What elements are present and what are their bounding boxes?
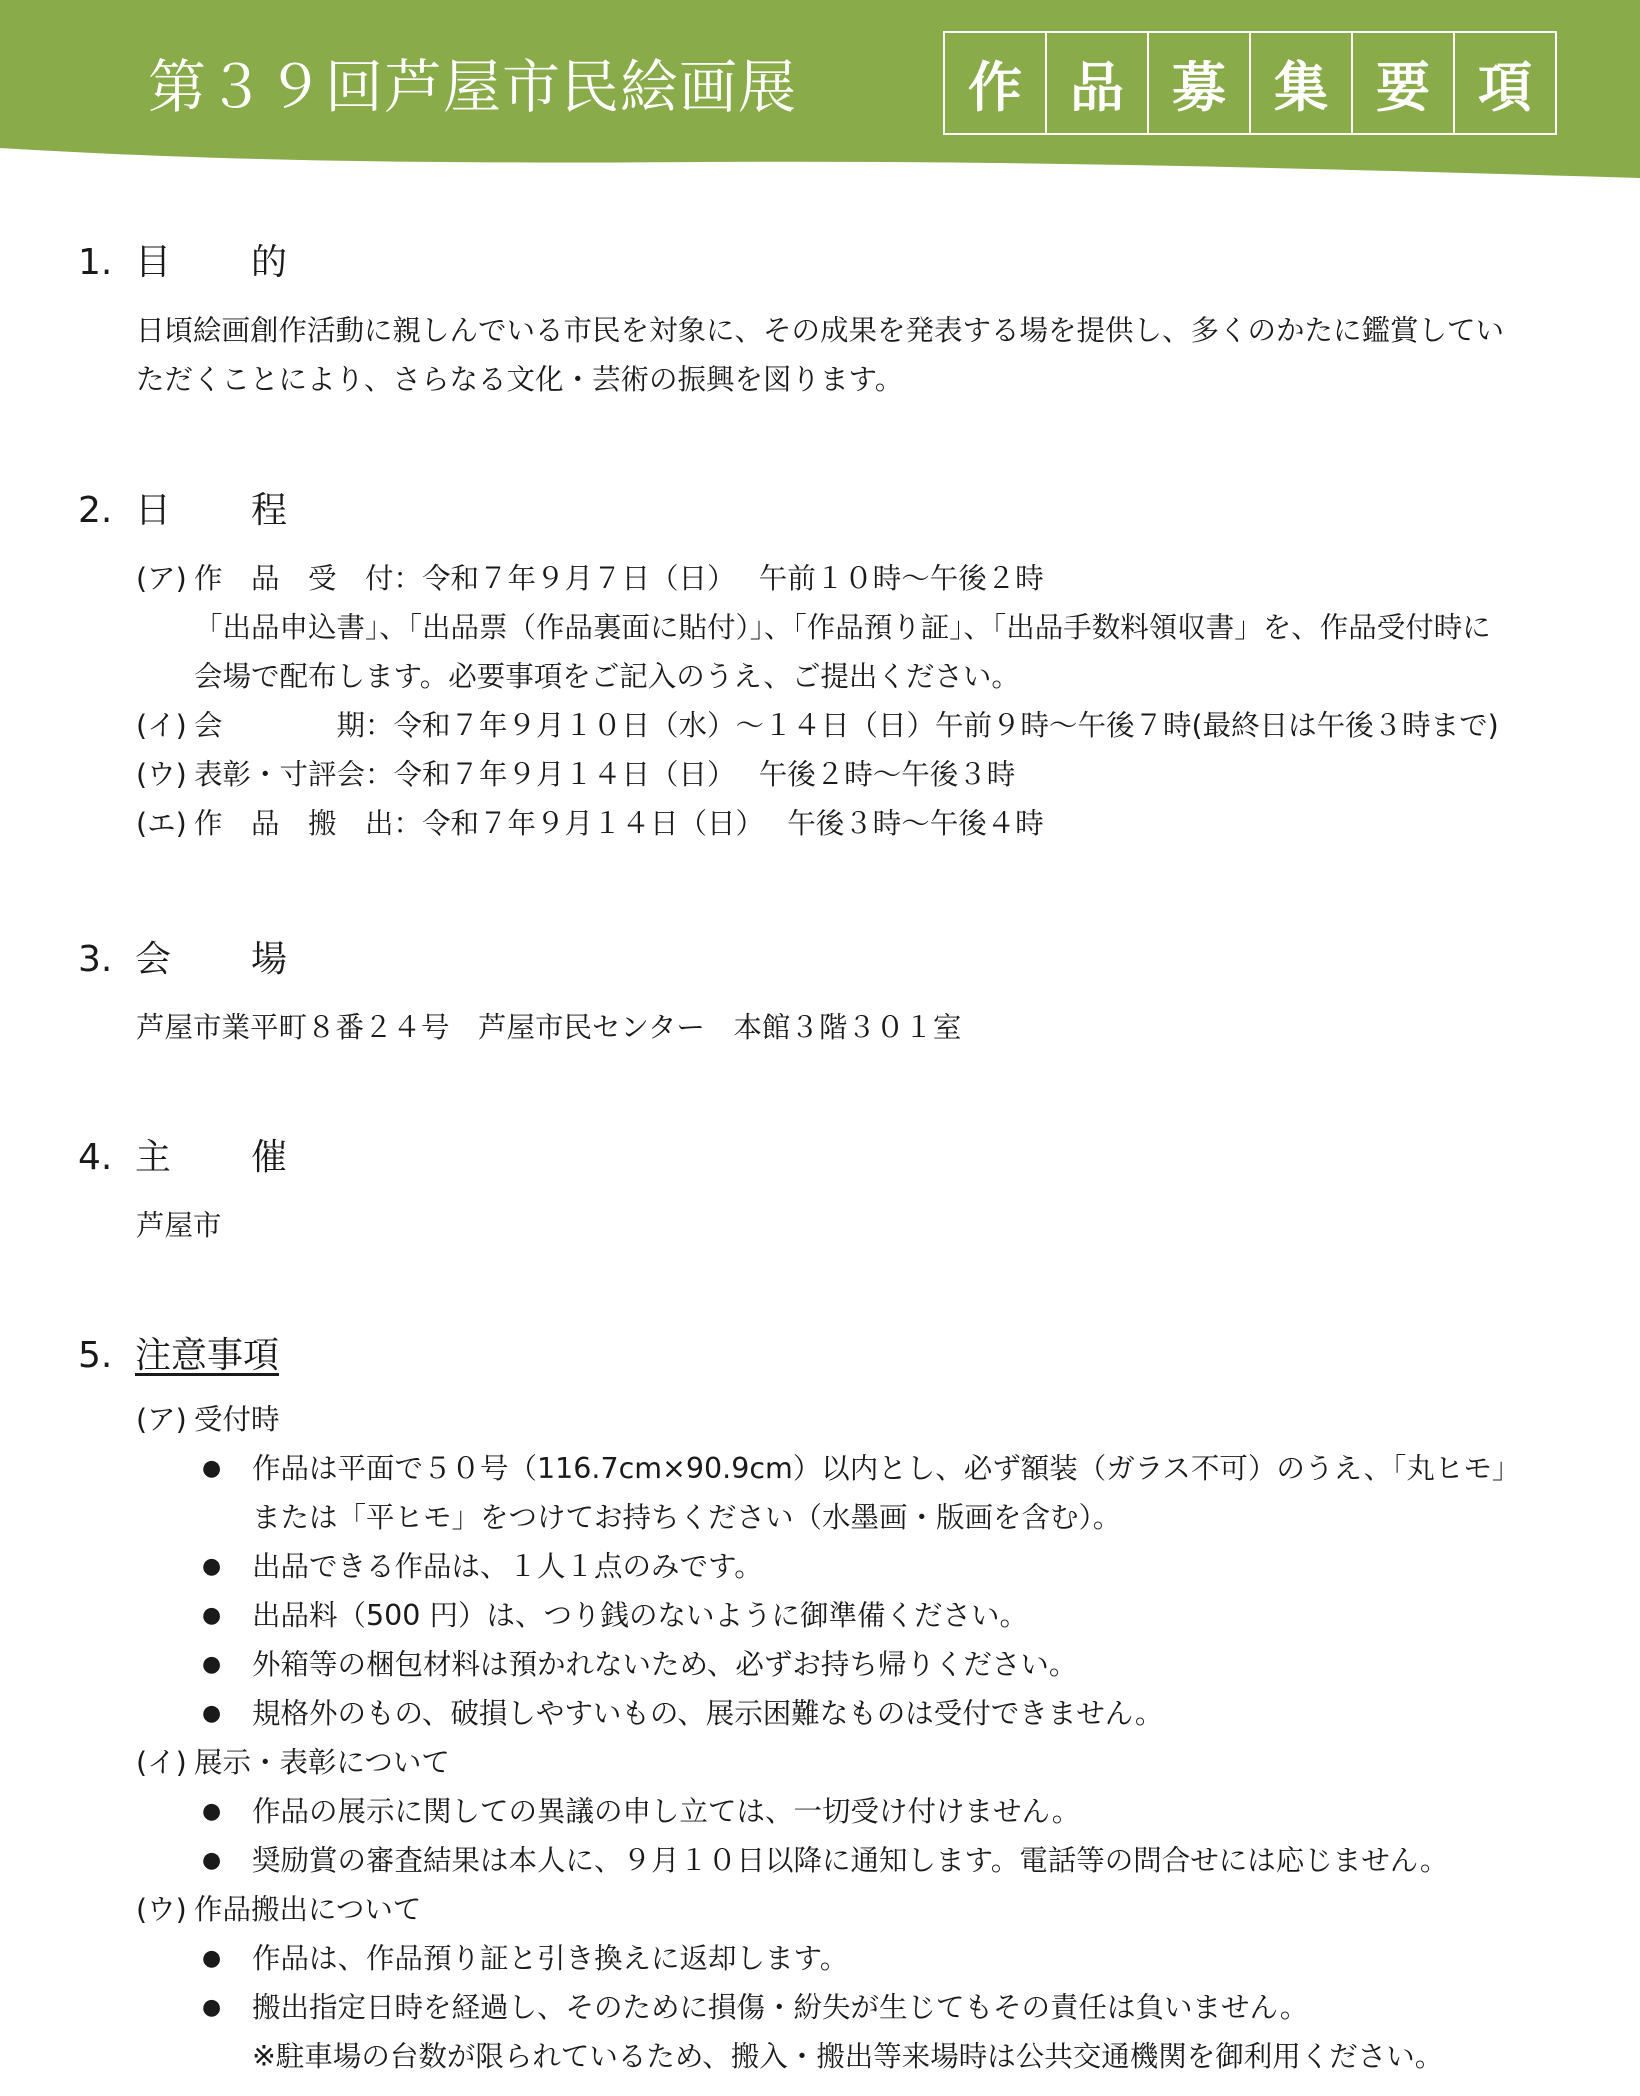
- list-item: [194, 1542, 1588, 1591]
- item-label: (ウ): [136, 1893, 187, 1926]
- venue-text: 芦屋市業平町８番２４号 芦屋市民センター 本館３階３０１室: [136, 1011, 962, 1044]
- list-item-text: 奨励賞の審査結果は本人に、９月１０日以降に通知します。電話等の問合せには応じません。: [252, 1844, 1449, 1877]
- section-notes: [78, 1331, 1588, 2081]
- list-item-text: 作品は、作品預り証と引き換えに返却します。: [252, 1942, 849, 1975]
- notes-subheading: [136, 1395, 1588, 1444]
- schedule-item: [136, 701, 1588, 750]
- exhibition-title: 第３９回芦屋市民絵画展: [148, 53, 798, 121]
- item-label: (ウ): [136, 758, 187, 791]
- schedule-item: [136, 554, 1588, 603]
- section-body: [136, 1201, 1588, 1250]
- organizer-text: 芦屋市: [136, 1209, 222, 1242]
- section-title: [135, 242, 287, 283]
- section-venue: [78, 935, 1588, 1052]
- title-box: 品: [1045, 31, 1149, 135]
- section-body: [136, 306, 1588, 404]
- list-item-continuation: [194, 1493, 1588, 1542]
- subheading-text: 受付時: [194, 1403, 280, 1436]
- paragraph-line: 日頃絵画創作活動に親しんでいる市民を対象に、その成果を発表する場を提供し、多くのかたに鑑賞してい: [136, 314, 1505, 347]
- notes-subheading: [136, 1885, 1588, 1934]
- section-organizer: [78, 1133, 1588, 1250]
- section-number: 1.: [78, 242, 113, 283]
- title-boxes: [945, 31, 1557, 135]
- schedule-item: [136, 799, 1588, 848]
- bullet-icon: ●: [202, 1799, 222, 1824]
- bullet-icon: ●: [202, 1946, 222, 1971]
- notes-subheading: [136, 1738, 1588, 1787]
- section-body: [136, 554, 1588, 848]
- bullet-icon: ●: [202, 1995, 222, 2020]
- bullet-spacer: [194, 2032, 252, 2081]
- title-char: 日: [135, 490, 172, 531]
- section-heading: [78, 238, 1588, 288]
- section-heading: [78, 1331, 1588, 1381]
- section-body: [136, 1003, 1588, 1052]
- list-item-text: 出品料（500 円）は、つり銭のないように御準備ください。: [252, 1599, 1028, 1632]
- bullet-icon: ●: [202, 1456, 222, 1481]
- title-char: 主: [135, 1137, 172, 1178]
- title-box: 要: [1351, 31, 1455, 135]
- schedule-item: [136, 750, 1588, 799]
- section-title: [135, 939, 287, 980]
- list-item-text: ※駐車場の台数が限られているため、搬入・搬出等来場時は公共交通機関を御利用ください。: [252, 2040, 1444, 2073]
- section-body: [136, 1395, 1588, 2081]
- section-purpose: [78, 238, 1588, 404]
- list-item-text: 作品は平面で５０号（116.7cm×90.9cm）以内とし、必ず額装（ガラス不可）のうえ、「丸ヒモ」: [252, 1452, 1521, 1485]
- item-label: (イ): [136, 1746, 187, 1779]
- list-item-continuation: [194, 2032, 1588, 2081]
- title-char: 目: [135, 242, 172, 283]
- list-item-text: または「平ヒモ」をつけてお持ちください（水墨画・版画を含む）。: [252, 1501, 1122, 1534]
- section-number: 4.: [78, 1137, 113, 1178]
- list-item-text: 搬出指定日時を経過し、そのために損傷・紛失が生じてもその責任は負いません。: [252, 1991, 1309, 2024]
- list-item: [194, 1934, 1588, 1983]
- subheading-text: 作品搬出について: [194, 1893, 422, 1926]
- item-text: 会 期：令和７年９月１０日（水）～１４日（日）午前９時～午後７時(最終日は午後３時まで): [194, 709, 1499, 742]
- bullet-icon: ●: [202, 1603, 222, 1628]
- note-line: 「出品申込書」、「出品票（作品裏面に貼付）」、「作品預り証」、「出品手数料領収書」を、作品受付時に: [194, 611, 1491, 644]
- bullet-icon: ●: [202, 1701, 222, 1726]
- section-title: [135, 1137, 287, 1178]
- list-item: [194, 1787, 1588, 1836]
- list-item: [194, 1591, 1588, 1640]
- item-label: (ア): [136, 562, 187, 595]
- item-label: (イ): [136, 709, 187, 742]
- section-title: 注意事項: [135, 1335, 280, 1376]
- section-heading: [78, 486, 1588, 536]
- paragraph-line: ただくことにより、さらなる文化・芸術の振興を図ります。: [136, 363, 904, 396]
- list-item: [194, 1983, 1588, 2032]
- list-item-text: 出品できる作品は、１人１点のみです。: [252, 1550, 763, 1583]
- item-label: (エ): [136, 807, 187, 840]
- list-item: [194, 1444, 1588, 1493]
- item-text: 表彰・寸評会：令和７年９月１４日（日） 午後２時～午後３時: [194, 758, 1016, 791]
- list-item-text: 作品の展示に関しての異議の申し立ては、一切受け付けません。: [252, 1795, 1081, 1828]
- section-schedule: [78, 486, 1588, 848]
- title-box: 項: [1453, 31, 1557, 135]
- title-char: 会: [135, 939, 172, 980]
- list-item: [194, 1689, 1588, 1738]
- section-heading: [78, 935, 1588, 985]
- item-text: 作 品 搬 出：令和７年９月１４日（日） 午後３時～午後４時: [194, 807, 1044, 840]
- subheading-text: 展示・表彰について: [194, 1746, 450, 1779]
- list-item-text: 規格外のもの、破損しやすいもの、展示困難なものは受付できません。: [252, 1697, 1164, 1730]
- section-number: 3.: [78, 939, 113, 980]
- bullet-icon: ●: [202, 1554, 222, 1579]
- bullet-spacer: [194, 1493, 252, 1542]
- item-label: (ア): [136, 1403, 187, 1436]
- title-box: 集: [1249, 31, 1353, 135]
- list-item-text: 外箱等の梱包材料は預かれないため、必ずお持ち帰りください。: [252, 1648, 1078, 1681]
- title-char: 場: [251, 939, 288, 980]
- header-banner: [0, 0, 1640, 190]
- section-number: 2.: [78, 490, 113, 531]
- section-title: [135, 490, 287, 531]
- bullet-icon: ●: [202, 1652, 222, 1677]
- section-number: 5.: [78, 1335, 113, 1376]
- list-item: [194, 1836, 1588, 1885]
- title-char: 催: [251, 1137, 288, 1178]
- title-box: 募: [1147, 31, 1251, 135]
- title-char: 程: [251, 490, 288, 531]
- title-char: 的: [251, 242, 288, 283]
- note-line: 会場で配布します。必要事項をご記入のうえ、ご提出ください。: [194, 660, 1020, 693]
- section-heading: [78, 1133, 1588, 1183]
- item-text: 作 品 受 付：令和７年９月７日（日） 午前１０時～午後２時: [194, 562, 1044, 595]
- title-box: 作: [943, 31, 1047, 135]
- list-item: [194, 1640, 1588, 1689]
- bullet-icon: ●: [202, 1848, 222, 1873]
